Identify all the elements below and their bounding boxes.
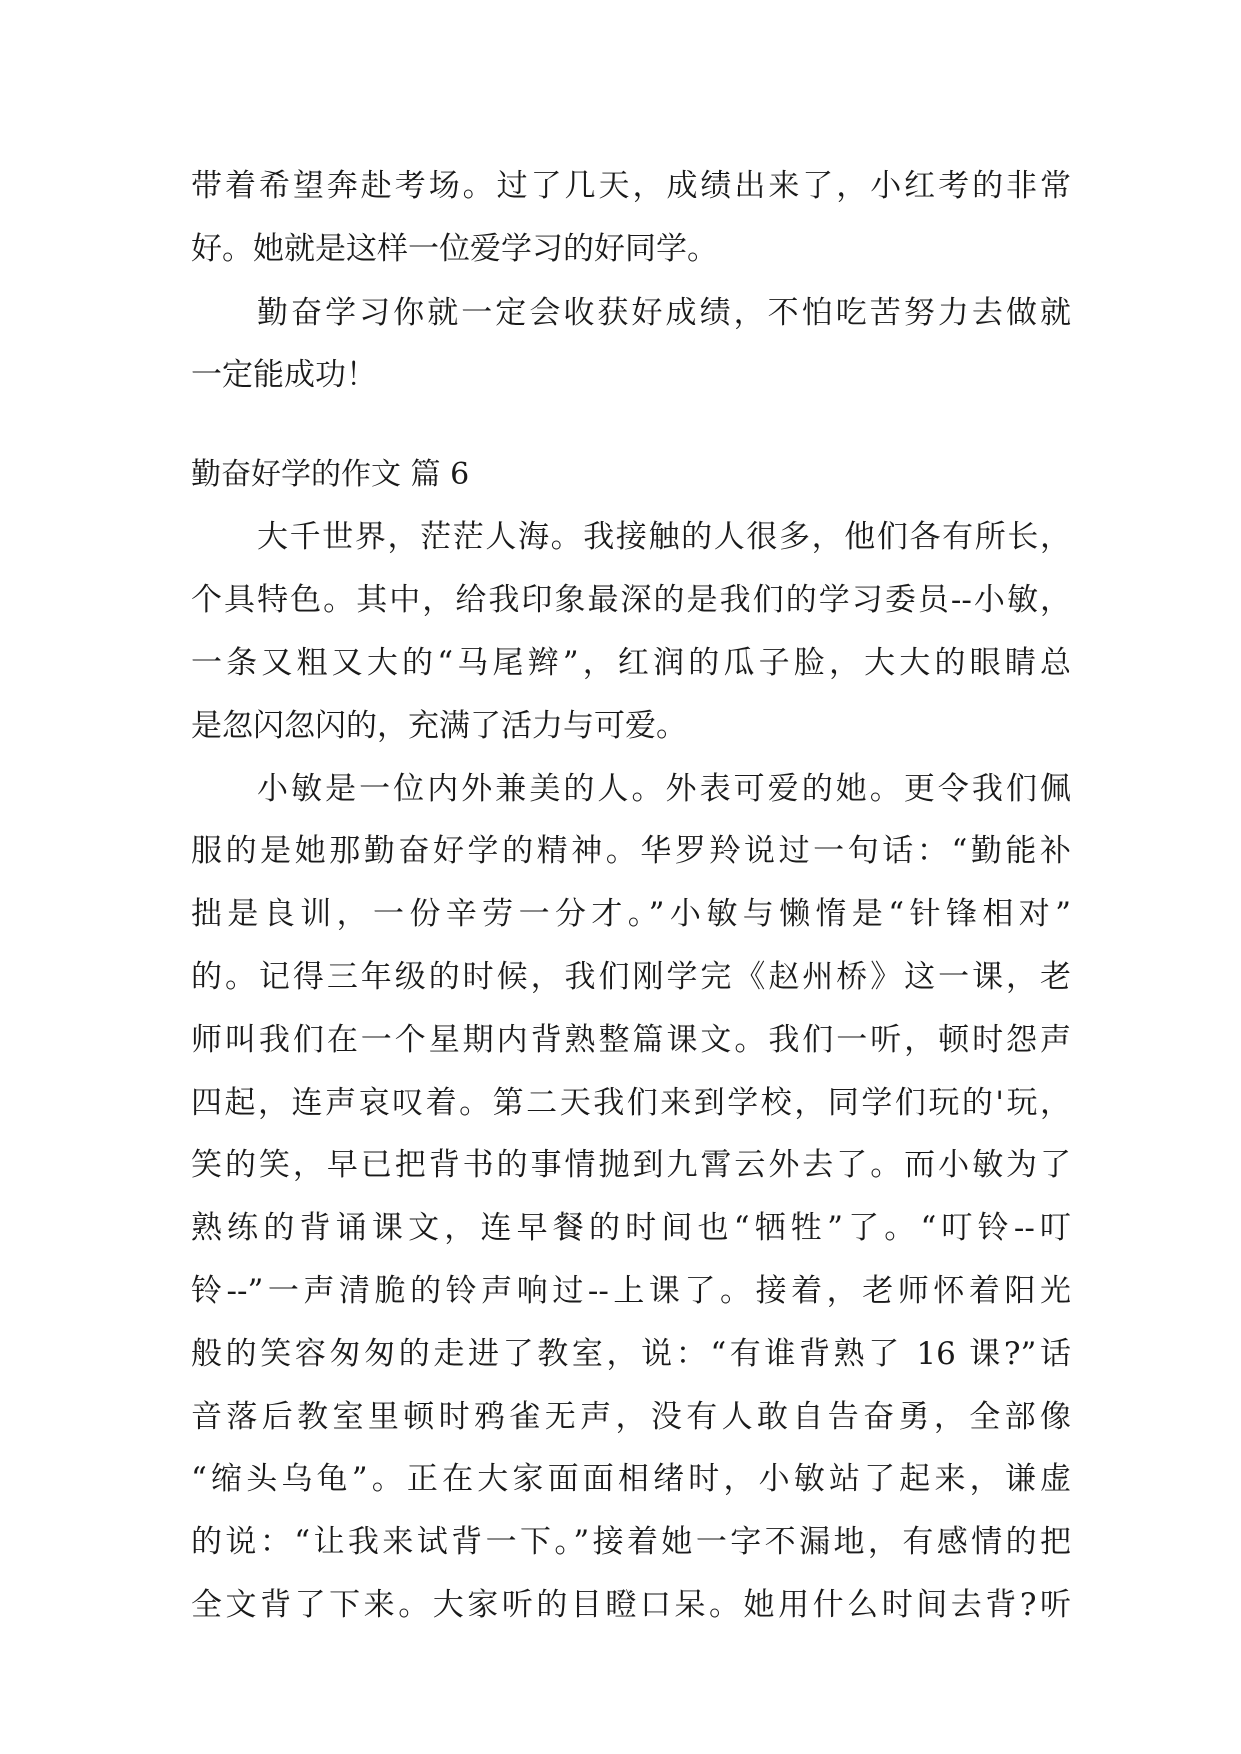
paragraph4-line10: 般的笑容匆匆的走进了教室，说：“有谁背熟了 16 课?”话 xyxy=(191,1336,1071,1372)
paragraph4-line2: 服的是她那勤奋好学的精神。华罗羚说过一句话：“勤能补 xyxy=(191,833,1071,869)
paragraph4-line3: 拙是良训，一份辛劳一分才。”小敏与懒惰是“针锋相对” xyxy=(191,896,1071,932)
paragraph1-line2: 好。她就是这样一位爱学习的好同学。 xyxy=(191,231,718,267)
paragraph4-line4: 的。记得三年级的时候，我们刚学完《赵州桥》这一课，老 xyxy=(191,959,1071,995)
paragraph4-line12: “缩头乌龟”。正在大家面面相绪时，小敏站了起来，谦虚 xyxy=(191,1461,1071,1497)
paragraph4-line8: 熟练的背诵课文，连早餐的时间也“牺牲”了。“叮铃--叮 xyxy=(191,1210,1071,1246)
paragraph3-line2: 个具特色。其中，给我印象最深的是我们的学习委员--小敏， xyxy=(191,582,1071,618)
paragraph4-line7: 笑的笑，早已把背书的事情抛到九霄云外去了。而小敏为了 xyxy=(191,1147,1071,1183)
paragraph4-line5: 师叫我们在一个星期内背熟整篇课文。我们一听，顿时怨声 xyxy=(191,1022,1071,1058)
paragraph2-line1: 勤奋学习你就一定会收获好成绩，不怕吃苦努力去做就 xyxy=(257,295,1071,331)
paragraph4-line13: 的说：“让我来试背一下。”接着她一字不漏地，有感情的把 xyxy=(191,1524,1071,1560)
section-heading: 勤奋好学的作文 篇 6 xyxy=(191,457,470,492)
paragraph3-line1: 大千世界，茫茫人海。我接触的人很多，他们各有所长， xyxy=(257,519,1071,555)
paragraph4-line6: 四起，连声哀叹着。第二天我们来到学校，同学们玩的'玩， xyxy=(191,1085,1071,1121)
paragraph2-line2: 一定能成功！ xyxy=(191,357,377,393)
paragraph3-line4: 是忽闪忽闪的，充满了活力与可爱。 xyxy=(191,708,687,744)
paragraph1-line1: 带着希望奔赴考场。过了几天，成绩出来了，小红考的非常 xyxy=(191,168,1071,204)
paragraph4-line9: 铃--”一声清脆的铃声响过--上课了。接着，老师怀着阳光 xyxy=(191,1273,1071,1309)
paragraph4-line14: 全文背了下来。大家听的目瞪口呆。她用什么时间去背?听 xyxy=(191,1587,1071,1623)
paragraph4-line11: 音落后教室里顿时鸦雀无声，没有人敢自告奋勇，全部像 xyxy=(191,1399,1071,1435)
paragraph3-line3: 一条又粗又大的“马尾辫”，红润的瓜子脸，大大的眼睛总 xyxy=(191,645,1071,681)
paragraph4-line1: 小敏是一位内外兼美的人。外表可爱的她。更令我们佩 xyxy=(257,771,1071,807)
